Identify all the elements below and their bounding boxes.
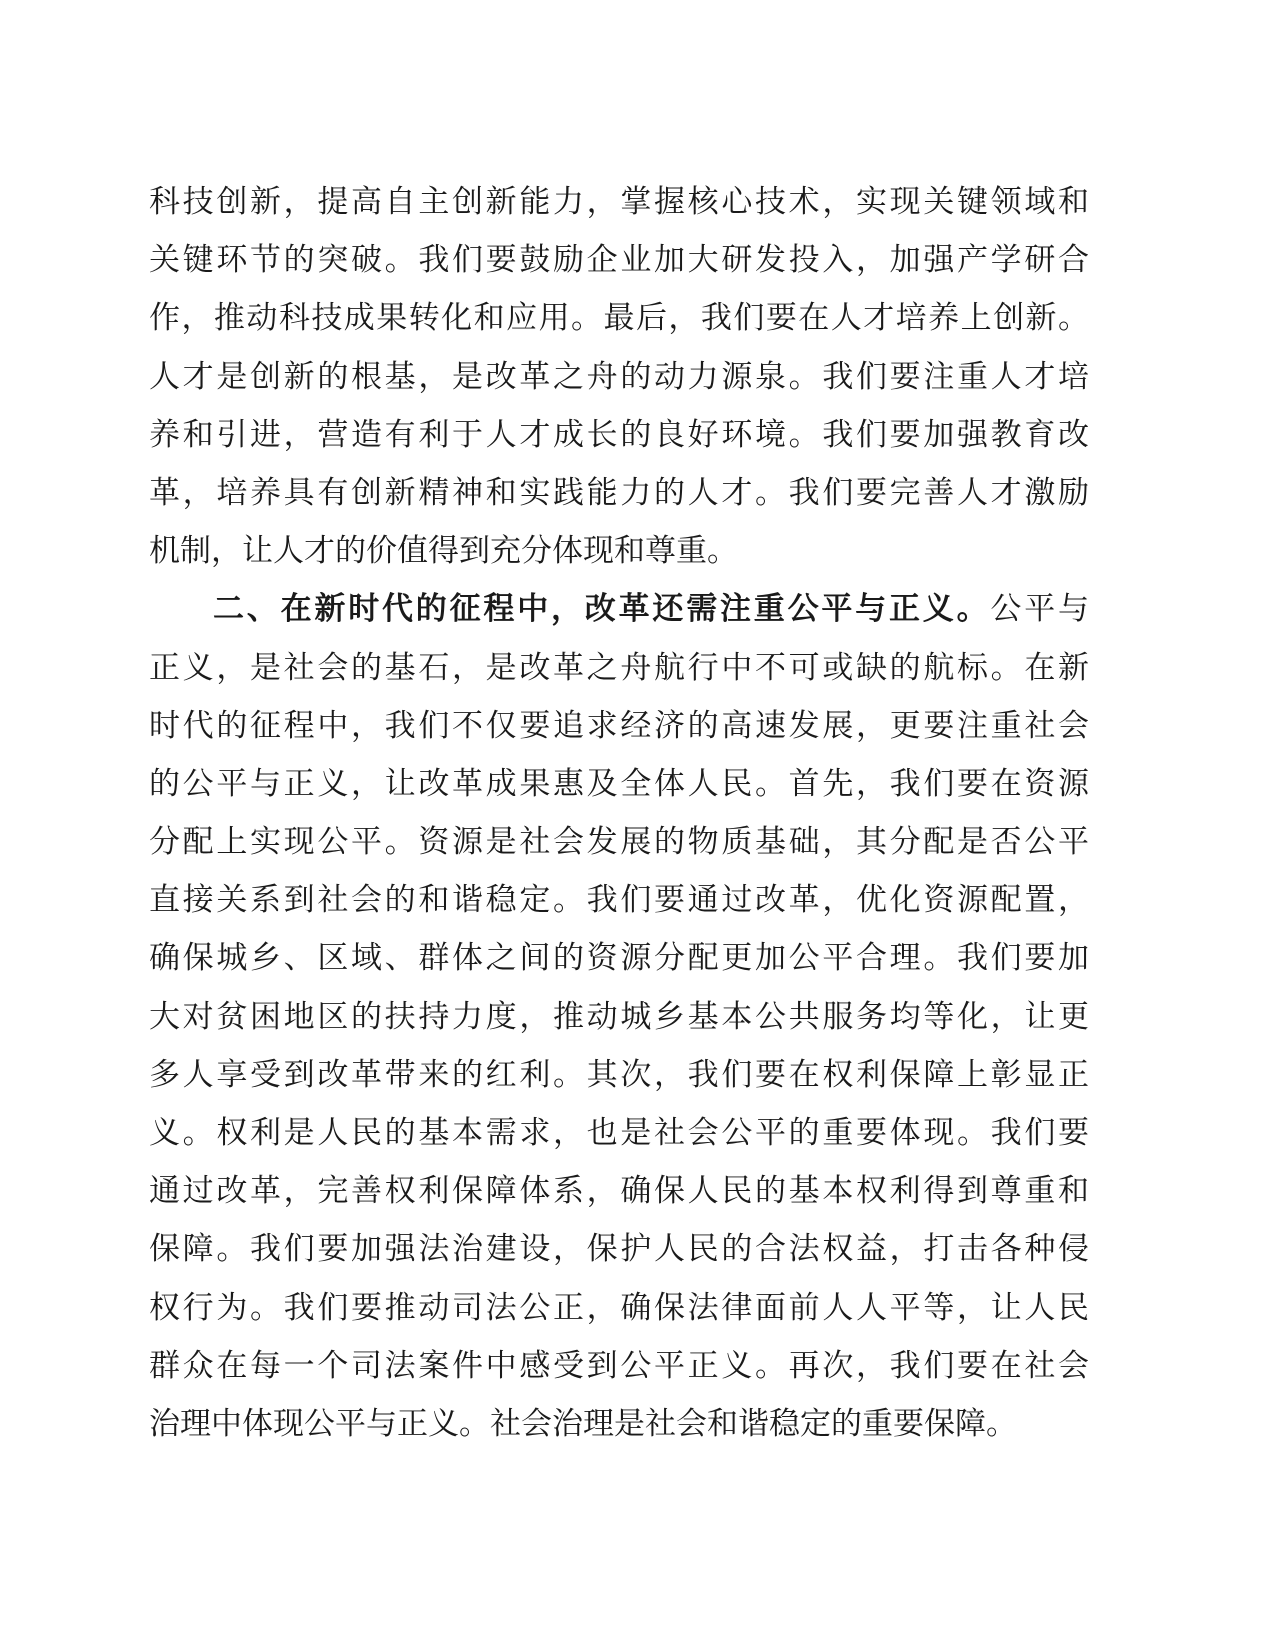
text-line: 革，培养具有创新精神和实践能力的人才。我们要完善人才激励 [149, 474, 1089, 511]
text-line: 群众在每一个司法案件中感受到公平正义。再次，我们要在社会 [149, 1347, 1089, 1384]
text-line: 养和引进，营造有利于人才成长的良好环境。我们要加强教育改 [149, 416, 1089, 453]
body-text [149, 173, 1089, 1453]
paragraph-technology-talent [149, 173, 1089, 580]
text-line: 的公平与正义，让改革成果惠及全体人民。首先，我们要在资源 [149, 765, 1089, 802]
text-line: 作，推动科技成果转化和应用。最后，我们要在人才培养上创新。 [149, 300, 1089, 337]
section-heading: 二、在新时代的征程中，改革还需注重公平与正义。 [213, 591, 991, 628]
text-line: 大对贫困地区的扶持力度，推动城乡基本公共服务均等化，让更 [149, 998, 1089, 1035]
text-line: 多人享受到改革带来的红利。其次，我们要在权利保障上彰显正 [149, 1056, 1089, 1093]
text-line: 保障。我们要加强法治建设，保护人民的合法权益，打击各种侵 [149, 1231, 1089, 1268]
text-line: 通过改革，完善权利保障体系，确保人民的基本权利得到尊重和 [149, 1173, 1089, 1210]
text-line: 机制，让人才的价值得到充分体现和尊重。 [149, 533, 738, 570]
text-line: 义。权利是人民的基本需求，也是社会公平的重要体现。我们要 [149, 1115, 1089, 1151]
text-line: 权行为。我们要推动司法公正，确保法律面前人人平等，让人民 [149, 1289, 1089, 1326]
heading-line-continuation: 公平与 [990, 591, 1090, 628]
text-line: 确保城乡、区域、群体之间的资源分配更加公平合理。我们要加 [149, 940, 1089, 977]
text-line: 正义，是社会的基石，是改革之舟航行中不可或缺的航标。在新 [149, 649, 1089, 686]
section-heading-line [149, 580, 1089, 638]
text-line: 关键环节的突破。我们要鼓励企业加大研发投入，加强产学研合 [149, 242, 1089, 279]
text-line: 治理中体现公平与正义。社会治理是社会和谐稳定的重要保障。 [149, 1405, 1017, 1442]
text-line: 科技创新，提高自主创新能力，掌握核心技术，实现关键领域和 [149, 184, 1089, 220]
text-line: 时代的征程中，我们不仅要追求经济的高速发展，更要注重社会 [149, 707, 1089, 744]
text-line: 分配上实现公平。资源是社会发展的物质基础，其分配是否公平 [149, 824, 1089, 861]
text-line: 人才是创新的根基，是改革之舟的动力源泉。我们要注重人才培 [149, 358, 1089, 395]
paragraph-fairness-justice [149, 580, 1089, 1453]
text-line: 直接关系到社会的和谐稳定。我们要通过改革，优化资源配置， [149, 882, 1089, 919]
